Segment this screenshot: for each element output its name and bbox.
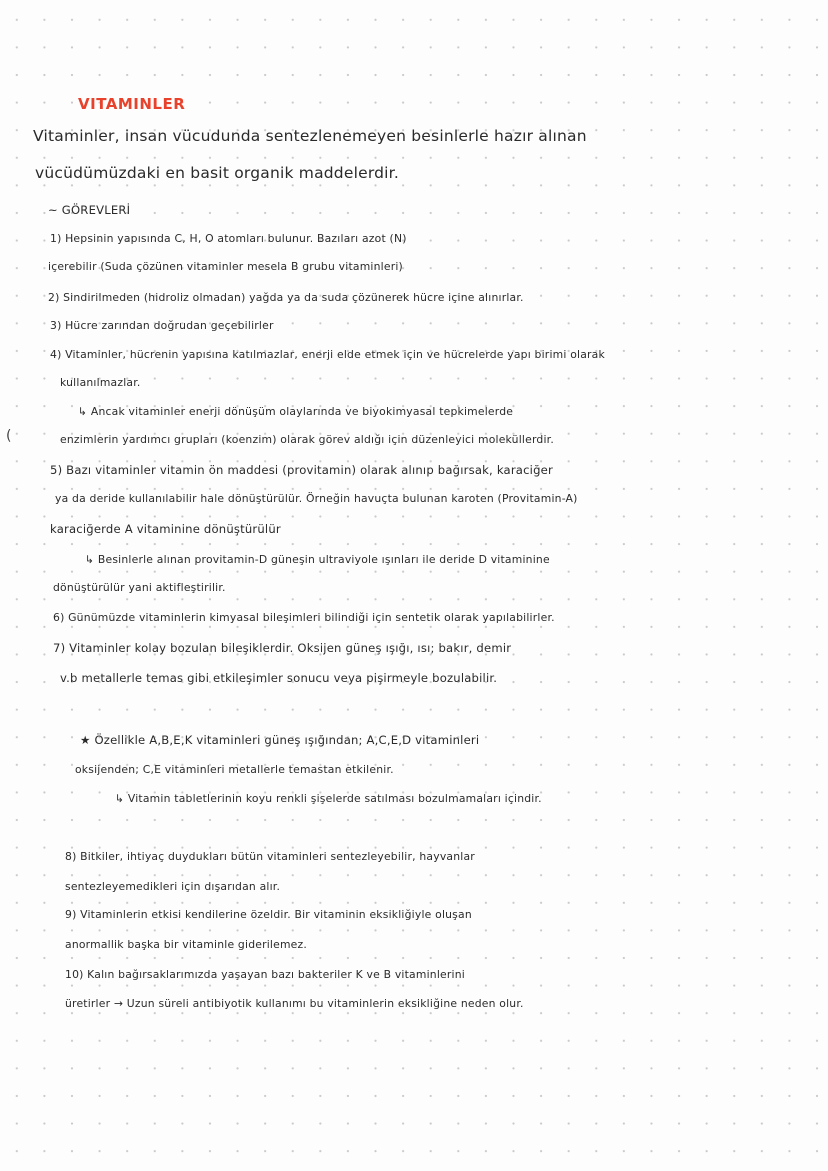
duty-line: 3) Hücre zarından doğrudan geçebilirler [50,319,274,332]
more-line: 8) Bitkiler, ihtiyaç duydukları bütün vitaminleri sentezleyebilir, hayvanlar [65,850,475,863]
duty-line: ya da deride kullanılabilir hale dönüştürülür. Örneğin havuçta bulunan karoten (Provitamin-A) [55,492,578,505]
duty-line: 5) Bazı vitaminler vitamin ön maddesi (provitamin) olarak alınıp bağırsak, karaciğer [50,463,553,477]
more-line: üretirler → Uzun süreli antibiyotik kullanımı bu vitaminlerin eksikliğine neden olur. [65,997,524,1010]
more-line: 10) Kalın bağırsaklarımızda yaşayan bazı bakteriler K ve B vitaminlerini [65,968,465,981]
duty-line: enzimlerin yardımcı grupları (koenzim) olarak görev aldığı için düzenleyici moleküllerdir. [60,433,554,446]
note-line: oksijenden; C,E vitaminleri metallerle temastan etkilenir. [75,763,394,776]
note-line: ★ Özellikle A,B,E,K vitaminleri güneş ışığından; A,C,E,D vitaminleri [80,733,480,747]
duty-line: kullanılmazlar. [60,376,141,389]
duties-heading: ~ GÖREVLERİ [48,203,131,217]
more-line: sentezleyemedikleri için dışarıdan alır. [65,880,281,893]
duty-line: 6) Günümüzde vitaminlerin kimyasal bileşimleri bilindiği için sentetik olarak yapılabilirler. [53,611,555,624]
duty-line: ↳ Besinlerle alınan provitamin-D güneşin ultraviyole ışınları ile deride D vitaminine [85,553,550,566]
page-title: VITAMINLER [78,95,186,113]
margin-mark: ( [6,428,12,444]
duty-line: 4) Vitaminler, hücrenin yapısına katılmazlar, enerji elde etmek için ve hücrelerde yapı birimi olarak [50,348,605,361]
note-line: ↳ Vitamin tabletlerinin koyu renkli şişelerde satılması bozulmamaları içindir. [115,792,542,805]
duty-line: v.b metallerle temas gibi etkileşimler sonucu veya pişirmeyle bozulabilir. [60,671,498,685]
duty-line: 1) Hepsinin yapısında C, H, O atomları bulunur. Bazıları azot (N) [50,232,407,245]
duty-line: dönüştürülür yani aktifleştirilir. [53,581,226,594]
intro-line-2: vücüdümüzdaki en basit organik maddelerdir. [35,164,399,182]
duty-line: 2) Sindirilmeden (hidroliz olmadan) yağda ya da suda çözünerek hücre içine alınırlar. [48,291,524,304]
more-line: anormallik başka bir vitaminle giderilemez. [65,938,308,951]
duty-line: karaciğerde A vitaminine dönüştürülür [50,522,281,536]
duty-line: içerebilir (Suda çözünen vitaminler mesela B grubu vitaminleri) [48,260,403,273]
duty-line: 7) Vitaminler kolay bozulan bileşiklerdir. Oksijen güneş ışığı, ısı; bakır, demir [53,641,512,655]
intro-line-1: Vitaminler, insan vücudunda sentezlenemeyen besinlerle hazır alınan [33,127,587,145]
more-line: 9) Vitaminlerin etkisi kendilerine özeldir. Bir vitaminin eksikliğiyle oluşan [65,908,472,921]
duty-line: ↳ Ancak vitaminler enerji dönüşüm olaylarında ve biyokimyasal tepkimelerde [78,405,514,418]
